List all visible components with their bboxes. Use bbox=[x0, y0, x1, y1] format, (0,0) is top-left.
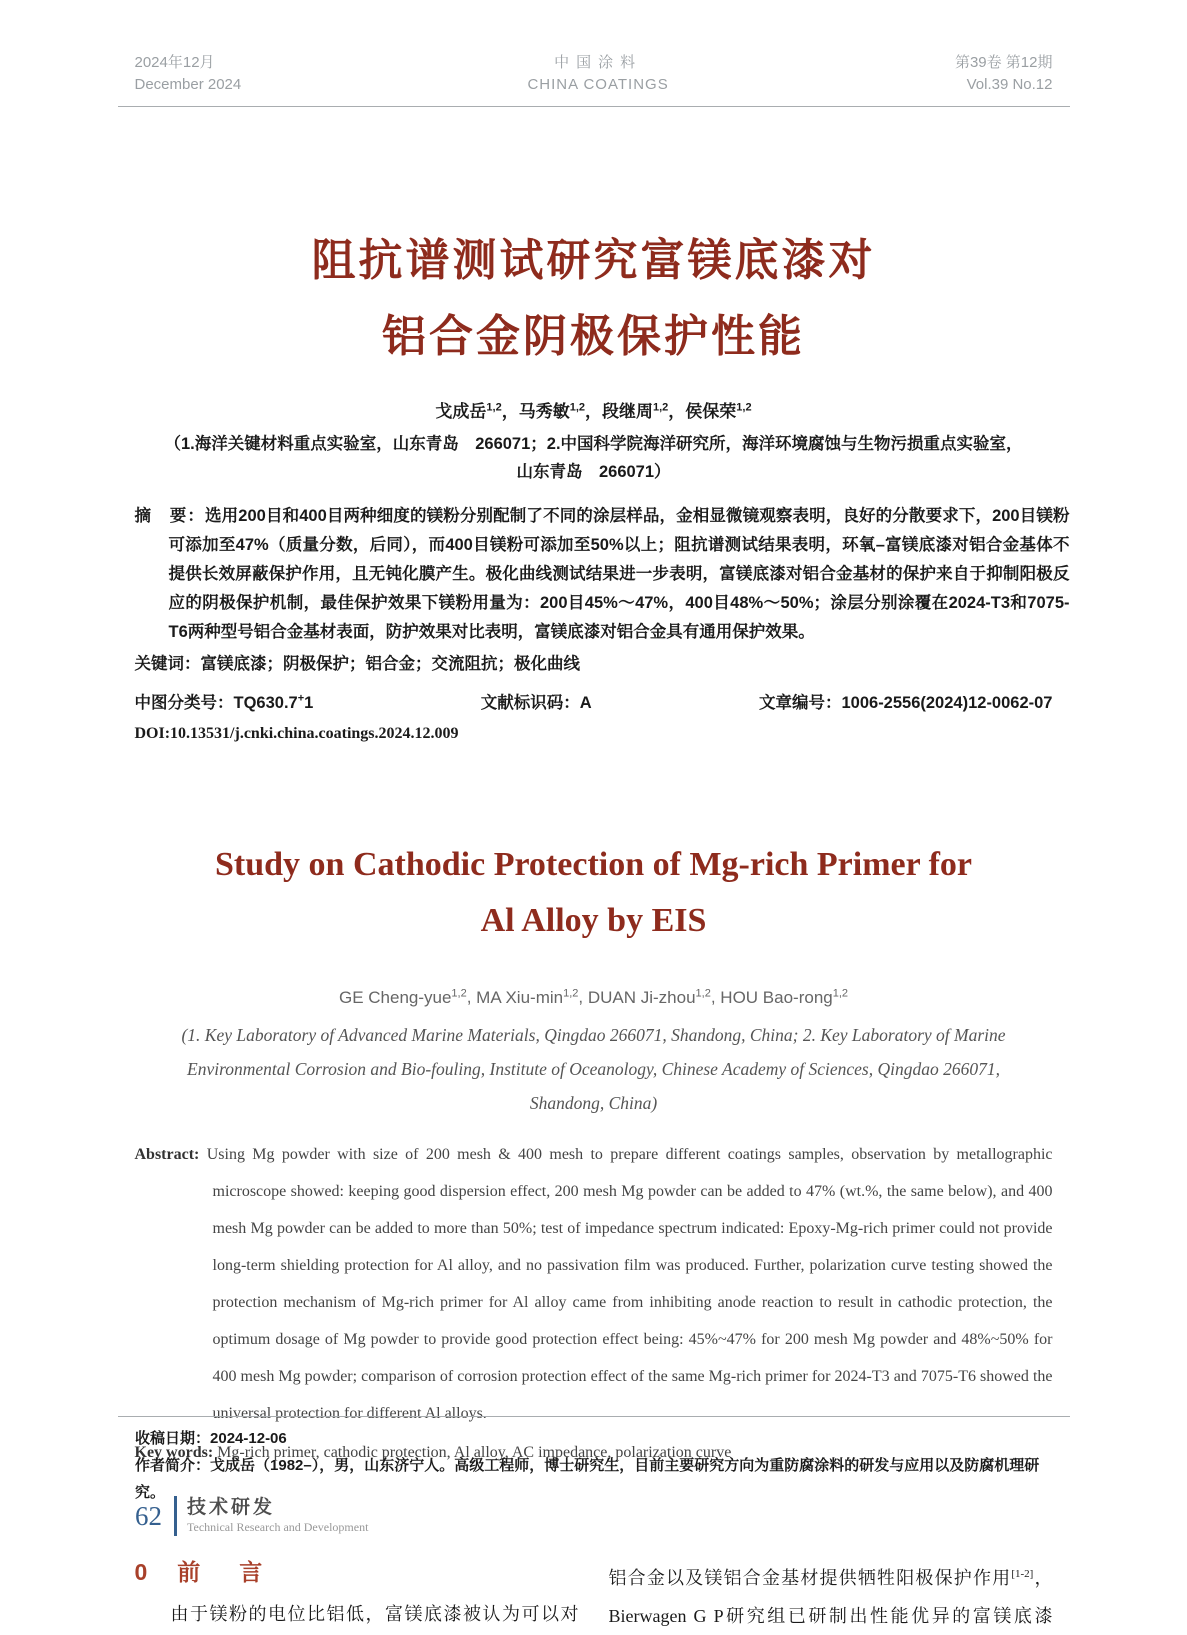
article-title-cn-line1: 阻抗谱测试研究富镁底漆对 bbox=[311, 236, 876, 285]
article-title-en-line1: Study on Cathodic Protection of Mg-rich Primer for bbox=[215, 846, 972, 883]
author-cn: 马秀敏$^{1,2}$ bbox=[518, 401, 585, 421]
head-date bbox=[135, 52, 242, 96]
author-separator: , bbox=[578, 987, 588, 1007]
head-date-en: December 2024 bbox=[134, 76, 242, 93]
authors-cn bbox=[118, 397, 1070, 422]
keywords-cn-label: 关键词： bbox=[134, 655, 201, 673]
column-name-cn: 技术研发 bbox=[187, 1497, 276, 1518]
page-footer bbox=[135, 1496, 368, 1536]
citation-sup: [1-2] bbox=[1011, 1567, 1034, 1580]
abstract-cn-label: 摘 要： bbox=[134, 507, 206, 525]
abstract-en bbox=[118, 1136, 1070, 1432]
doi: DOI:10.13531/j.cnki.china.coatings.2024.12.009 bbox=[134, 725, 459, 742]
author-affil-sup: 1,2 bbox=[486, 401, 502, 414]
author-cn: 侯保荣$^{1,2}$ bbox=[685, 401, 752, 421]
authors-en bbox=[118, 987, 1070, 1008]
author-en: DUAN Ji-zhou$^{1,2}$ bbox=[587, 987, 711, 1007]
document-code-label: 文献标识码： bbox=[480, 694, 580, 712]
affiliation-en bbox=[118, 1018, 1070, 1120]
author-en: HOU Bao-rong$^{1,2}$ bbox=[720, 987, 849, 1007]
abstract-cn bbox=[118, 502, 1070, 647]
author-affil-sup: 1,2 bbox=[563, 987, 579, 999]
clc-number: 中图分类号：TQ630.7+1 bbox=[134, 692, 314, 712]
column-name bbox=[187, 1497, 368, 1535]
received-date bbox=[135, 1425, 1053, 1452]
author-en: GE Cheng-yue$^{1,2}$ bbox=[338, 987, 467, 1007]
author-separator: ， bbox=[668, 402, 686, 421]
clc-label: 中图分类号： bbox=[134, 694, 234, 712]
article-title-cn-line2: 铝合金阴极保护性能 bbox=[382, 312, 805, 361]
intro-paragraph-left: 由于镁粉的电位比铝低，富镁底漆被认为可以对 bbox=[170, 1603, 579, 1624]
keywords-en-label: Key words: bbox=[134, 1443, 214, 1461]
article-id-label: 文章编号： bbox=[758, 694, 842, 712]
footnote-block bbox=[118, 1416, 1070, 1506]
author-cn: 戈成岳$^{1,2}$ bbox=[435, 401, 502, 421]
head-issue-cn: 第39卷 第12期 bbox=[954, 54, 1053, 71]
section-heading bbox=[135, 1555, 579, 1589]
author-separator: , bbox=[710, 987, 721, 1007]
section-title: 前 言 bbox=[177, 1558, 271, 1585]
author-bio-label: 作者简介： bbox=[135, 1457, 211, 1474]
abstract-en-label: Abstract: bbox=[134, 1145, 200, 1163]
article-title-en-line2: Al Alloy by EIS bbox=[480, 902, 707, 939]
author-affil-sup: 1,2 bbox=[832, 987, 849, 999]
head-issue bbox=[955, 52, 1053, 96]
intro-paragraph-right-line2: Bierwagen G P研究组已研制出性能优异的富镁底漆 bbox=[608, 1605, 1053, 1626]
intro-left-column bbox=[135, 1555, 579, 1635]
affiliation-cn-line2: 山东青岛 266071） bbox=[516, 463, 671, 481]
author-affil-sup: 1,2 bbox=[736, 401, 752, 414]
head-journal bbox=[527, 52, 668, 96]
keywords-en-text: Mg-rich primer, cathodic protection, Al alloy, AC impedance, polarization curve bbox=[217, 1443, 732, 1461]
head-date-cn: 2024年12月 bbox=[134, 54, 215, 71]
received-date-label: 收稿日期： bbox=[135, 1430, 211, 1447]
section-number: 0 bbox=[134, 1558, 148, 1585]
keywords-cn bbox=[118, 650, 1070, 679]
document-code: 文献标识码：A bbox=[480, 694, 592, 712]
head-issue-en: Vol.39 No.12 bbox=[966, 76, 1053, 93]
author-separator: , bbox=[466, 987, 477, 1007]
keywords-cn-text: 富镁底漆；阴极保护；铝合金；交流阻抗；极化曲线 bbox=[200, 655, 580, 673]
affiliation-cn bbox=[118, 430, 1070, 486]
affiliation-en-line2: Environmental Corrosion and Bio-fouling, Institute of Oceanology, Chinese Academy of Sciences, Qingdao 266071, bbox=[187, 1058, 1000, 1079]
intro-right-column bbox=[609, 1555, 1053, 1635]
running-head bbox=[118, 0, 1070, 107]
column-name-en: Technical Research and Development bbox=[187, 1520, 369, 1534]
abstract-cn-text: 选用200目和400目两种细度的镁粉分别配制了不同的涂层样品，金相显微镜观察表明，良好的分散要求下，200目镁粉可添加至47%（质量分数，后同），而400目镁粉可添加至50%以上；阻抗谱测试结果表明，环氧–富镁底漆对铝合金基体不提供长效屏蔽保护作用，且无钝化膜产生。极化曲线测试结果进一步表明，富镁底漆对铝合金基材的保护来自于抑制阳极反应的阴极保护机制，最佳保护效果下镁粉用量为：200目45%～47%，400目48%～50%；涂层分别涂覆在2024-T3和7075-T6两种型号铝合金基材表面，防护效果对比表明，富镁底漆对铝合金具有通用保护效果。 bbox=[168, 507, 1070, 641]
author-bio-value: 戈成岳（1982–），男，山东济宁人。高级工程师，博士研究生，目前主要研究方向为重防腐涂料的研发与应用以及防腐机理研究。 bbox=[135, 1457, 1040, 1501]
author-separator: ， bbox=[585, 402, 602, 421]
affiliation-cn-line1: （1.海洋关键材料重点实验室，山东青岛 266071；2.中国科学院海洋研究所，海洋环境腐蚀与生物污损重点实验室， bbox=[164, 435, 1023, 453]
abstract-en-text: Using Mg powder with size of 200 mesh & 400 mesh to prepare different coatings samples, observation by metallographic microscope showed: keeping good dispersion effect, 200 mesh Mg powder can be added to 47% (wt.%, the same below), and 400 mesh Mg powder can be added to more than 50%; test of impedance spectrum indicated: Epoxy-Mg-rich primer could not provide long-term shielding protection for Al alloy, and no passivation film was produced. Further, polarization curve testing showed the protection mechanism of Mg-rich primer for Al alloy came from inhibiting anode reaction to result in cathodic protection, the optimum dosage of Mg powder to provide good protection effect being: 45%~47% for 200 mesh Mg powder and 48%~50% for 400 mesh Mg powder; comparison of corrosion protection effect of the same Mg-rich primer for 2024-T3 and 7075-T6 showed the universal protection for different Al alloys. bbox=[206, 1145, 1053, 1422]
author-separator: ， bbox=[501, 402, 519, 421]
author-affil-sup: 1,2 bbox=[451, 987, 467, 999]
journal-name-cn: 中国涂料 bbox=[554, 54, 643, 71]
article-meta-row bbox=[118, 689, 1070, 713]
journal-name-en: CHINA COATINGS bbox=[527, 76, 669, 93]
affiliation-en-line3: Shandong, China) bbox=[529, 1092, 658, 1113]
affiliation-en-line1: (1. Key Laboratory of Advanced Marine Materials, Qingdao 266071, Shandong, China; 2. Key Laboratory of Marine bbox=[181, 1024, 1006, 1045]
article-title-cn bbox=[118, 223, 1070, 375]
footer-divider-bar bbox=[174, 1496, 177, 1536]
intro-paragraph-right-line1: 铝合金以及镁铝合金基材提供牺牲阳极保护作用[1-2]， bbox=[608, 1567, 1053, 1588]
author-affil-sup: 1,2 bbox=[653, 401, 669, 414]
article-id: 文章编号：1006-2556(2024)12-0062-07 bbox=[758, 694, 1053, 712]
page-number: 62 bbox=[135, 1500, 162, 1531]
author-en: MA Xiu-$\min^{1,2}$ bbox=[476, 987, 579, 1007]
received-date-value: 2024-12-06 bbox=[210, 1430, 287, 1447]
article-title-en bbox=[118, 837, 1070, 949]
introduction-section bbox=[118, 1555, 1070, 1635]
author-affil-sup: 1,2 bbox=[569, 401, 585, 414]
author-affil-sup: 1,2 bbox=[695, 987, 711, 999]
author-cn: 段继周$^{1,2}$ bbox=[602, 401, 669, 421]
